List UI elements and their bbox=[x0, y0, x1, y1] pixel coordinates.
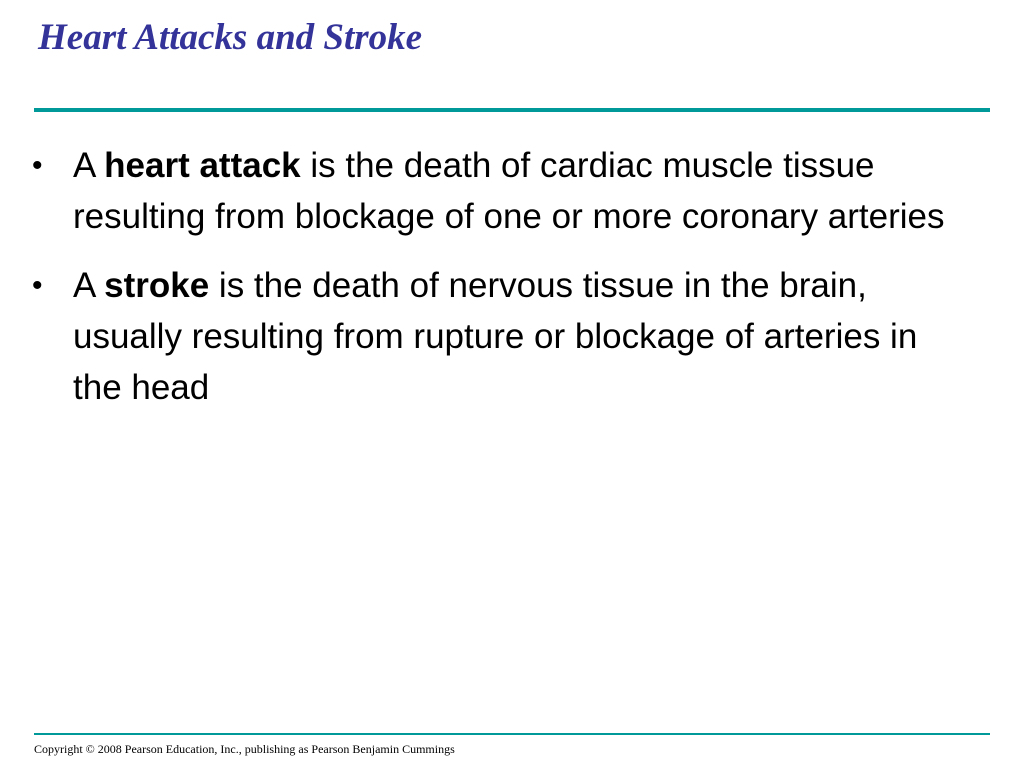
title-divider bbox=[34, 108, 990, 112]
bullet-prefix: A bbox=[73, 146, 105, 185]
bullet-prefix: A bbox=[73, 266, 105, 305]
bullet-item-heart-attack bbox=[30, 140, 970, 242]
slide-title: Heart Attacks and Stroke bbox=[38, 17, 423, 58]
copyright-footer: Copyright © 2008 Pearson Education, Inc., publishing as Pearson Benjamin Cummings bbox=[34, 742, 455, 756]
bullet-list bbox=[30, 140, 970, 431]
bullet-item-stroke bbox=[30, 260, 970, 413]
bullet-icon: • bbox=[32, 269, 43, 302]
footer-divider bbox=[34, 733, 990, 735]
bullet-term-stroke: stroke bbox=[104, 266, 210, 305]
bullet-text: is the death of cardiac muscle tissue resulting from blockage of one or more coronary arteries bbox=[73, 146, 945, 236]
bullet-term-heart-attack: heart attack bbox=[104, 146, 301, 185]
bullet-icon: • bbox=[32, 149, 43, 182]
bullet-text: is the death of nervous tissue in the brain, usually resulting from rupture or blockage of arteries in the head bbox=[73, 266, 918, 407]
